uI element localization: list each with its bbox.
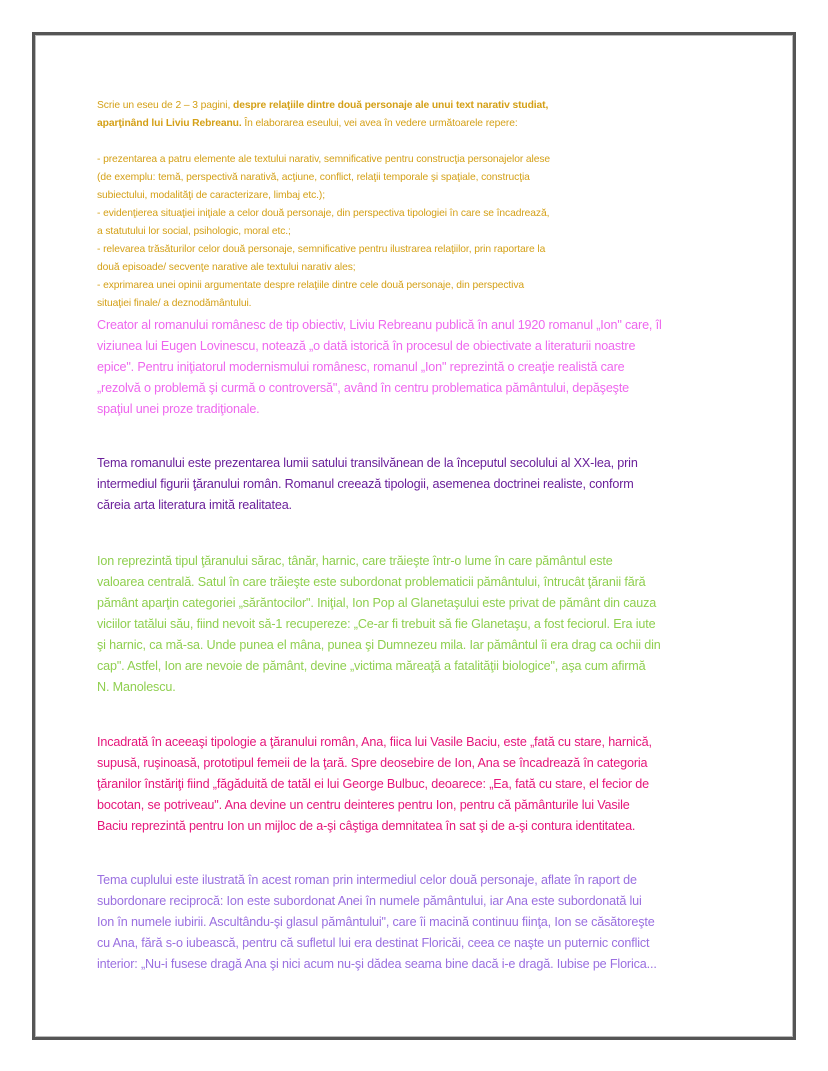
- text-line: subordonare reciprocă: Ion este subordonat Anei în numele pământului, iar Ana este subordonată lui: [97, 894, 642, 908]
- requirement-line: (de exemplu: temă, perspectivă narativă, acţiune, conflict, relaţii temporale şi spaţiale, construcţia: [97, 172, 530, 183]
- text-line: Creator al romanului românesc de tip obiectiv, Liviu Rebreanu publică în anul 1920 romanul „Ion" care, îl: [97, 318, 662, 332]
- instructions-bold: despre relaţiile dintre două personaje ale unui text narativ studiat,: [233, 100, 549, 111]
- requirement-line: - prezentarea a patru elemente ale textului narativ, semnificative pentru construcţia personajelor alese: [97, 154, 551, 165]
- text-line: Baciu reprezintă pentru Ion un mijloc de a-şi câştiga demnitatea în sat şi de a-şi contura identitatea.: [97, 819, 636, 833]
- requirement-line: două episoade/ secvenţe narative ale textului narativ ales;: [97, 262, 356, 273]
- paragraph-introduction: [97, 315, 662, 420]
- instructions-line: [97, 97, 550, 115]
- instructions-intro: Scrie un eseu de 2 – 3 pagini,: [97, 100, 234, 111]
- text-line: viciilor tatălui său, fiind nevoit să-1 recupereze: „Ce-ar fi trebuit să fie Glanetaşu, a fost feciorul. Era iute: [97, 617, 656, 631]
- paragraph-couple: [97, 870, 657, 975]
- text-line: pământ aparţin categoriei „sărăntocilor". Iniţial, Ion Pop al Glanetaşului este privat de pământ din cauza: [97, 596, 657, 610]
- text-line: şi harnic, ca mă-sa. Unde punea el mâna, punea şi Dumnezeu mila. Iar pământul îi era drag ca ochii din: [97, 638, 661, 652]
- text-line: viziunea lui Eugen Lovinescu, notează „o dată istorică în procesul de obiectivate a literaturii noastre: [97, 339, 636, 353]
- text-line: spaţiul unei proze tradiţionale.: [97, 402, 260, 416]
- instructions-line: [97, 115, 550, 133]
- text-line: valoarea centrală. Satul în care trăieşte este subordonat problematicii pământului, întrucât ţăranii fără: [97, 575, 646, 589]
- requirement-line: - exprimarea unei opinii argumentate despre relaţiile dintre cele două personaje, din perspectiva: [97, 280, 525, 291]
- text-line: Ion reprezintă tipul ţăranului sărac, tânăr, harnic, care trăieşte într-o lume în care pământul este: [97, 554, 613, 568]
- requirement-line: - relevarea trăsăturilor celor două personaje, semnificative pentru ilustrarea relaţiilor, prin raportare la: [97, 244, 546, 255]
- text-line: intermediul figurii ţăranului român. Romanul creează tipologii, asemenea doctrinei realiste, conform: [97, 477, 634, 491]
- instructions-intro: În elaborarea eseului, vei avea în vedere următoarele repere:: [241, 118, 518, 129]
- blank-line: [97, 133, 550, 151]
- text-line: Incadrată în aceeaşi tipologie a ţăranului român, Ana, fiica lui Vasile Baciu, este „fată cu stare, harnică,: [97, 735, 652, 749]
- text-line: ţăranilor înstăriţi fiind „făgăduită de tatăl ei lui George Bulbuc, deoarece: „Ea, fată cu stare, el fecior de: [97, 777, 649, 791]
- requirement-line: situaţiei finale/ a deznodământului.: [97, 298, 252, 309]
- paragraph-theme: [97, 453, 638, 516]
- text-line: căreia arta literatura imită realitatea.: [97, 498, 292, 512]
- paragraph-ana: [97, 732, 652, 837]
- requirement-line: a statutului lor social, psihologic, moral etc.;: [97, 226, 291, 237]
- text-line: „rezolvă o problemă şi curmă o controversă", având în centru problematica pământului, depăşeşte: [97, 381, 630, 395]
- text-line: bocotan, se potriveau". Ana devine un centru deinteres pentru Ion, pentru că pământurile lui Vasile: [97, 798, 630, 812]
- requirement-line: subiectului, modalităţi de caracterizare, limbaj etc.);: [97, 190, 325, 201]
- paragraph-ion: [97, 551, 661, 698]
- text-line: Tema cuplului este ilustrată în acest roman prin intermediul celor două personaje, aflate în raport de: [97, 873, 637, 887]
- requirement-line: - evidenţierea situaţiei iniţiale a celor două personaje, din perspectiva tipologiei în care se încadrează,: [97, 208, 550, 219]
- text-line: interior: „Nu-i fusese dragă Ana şi nici acum nu-şi dădea seama bine dacă i-e dragă. Iubise pe Florica...: [97, 957, 657, 971]
- text-line: cap". Astfel, Ion are nevoie de pământ, devine „victima măreaţă a fatalităţii biologice", aşa cum afirmă: [97, 659, 646, 673]
- text-line: epice". Pentru iniţiatorul modernismului românesc, romanul „Ion" reprezintă o creaţie realistă care: [97, 360, 625, 374]
- essay-instructions: [97, 97, 550, 313]
- text-line: Tema romanului este prezentarea lumii satului transilvănean de la începutul secolului al XX-lea, prin: [97, 456, 638, 470]
- text-line: supusă, ruşinoasă, prototipul femeii de la ţară. Spre deosebire de Ion, Ana se încadrează în categoria: [97, 756, 648, 770]
- text-line: cu Ana, fără s-o iubească, pentru că sufletul lui era destinat Floricăi, ceea ce naşte un puternic conflict: [97, 936, 650, 950]
- instructions-bold: aparţinând lui Liviu Rebreanu.: [97, 118, 242, 129]
- text-line: Ion în numele iubirii. Ascultându-şi glasul pământului", care îi macină continuu fiinţa, Ion se căsătoreşte: [97, 915, 655, 929]
- text-line: N. Manolescu.: [97, 680, 176, 694]
